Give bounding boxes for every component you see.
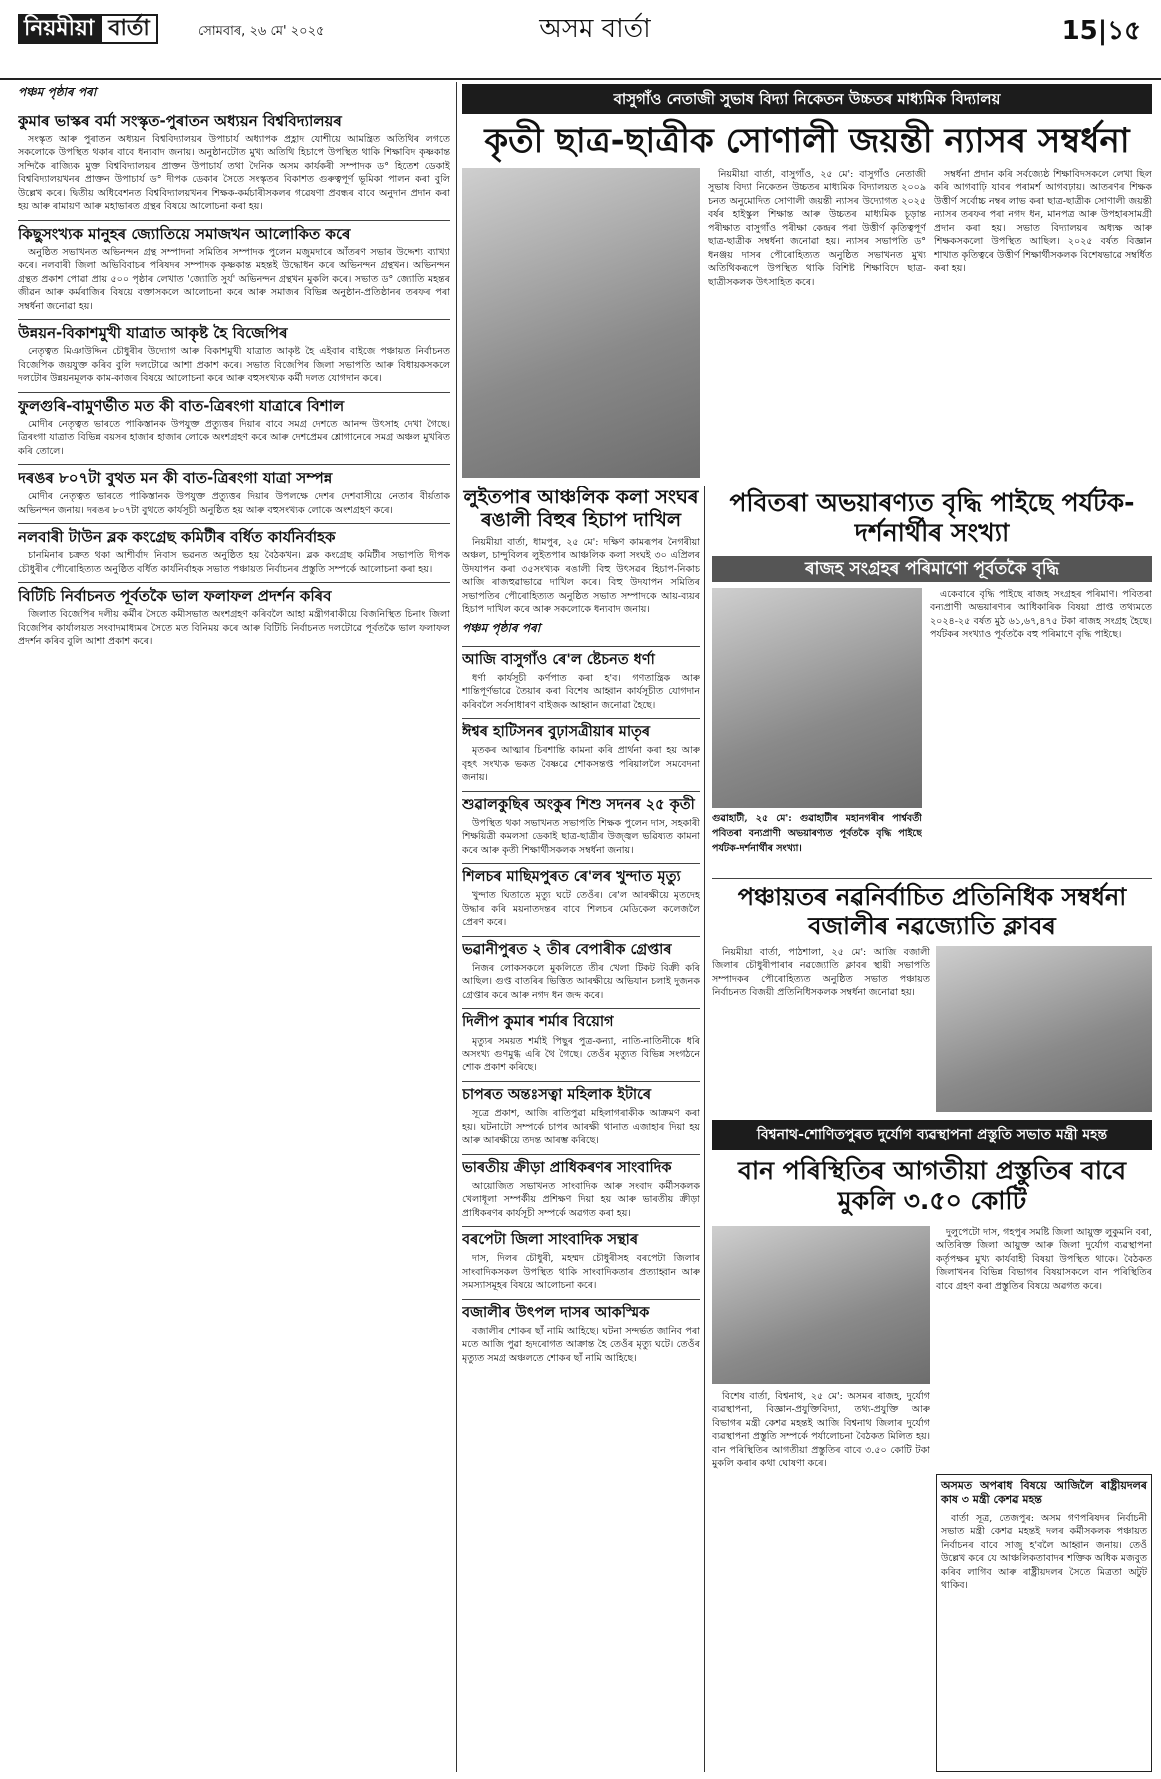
section-title: অসম বাৰ্তা [539, 14, 651, 44]
sidebar-box [936, 1474, 1152, 1772]
continued-kicker: পঞ্চম পৃষ্ঠাৰ পৰা [18, 85, 97, 99]
logo-part2: বাৰ্তা [100, 14, 158, 44]
left-column [18, 82, 450, 1772]
caption-text: গুৱাহাটী, ২৫ মে': গুৱাহাটীৰ মহানগৰীৰ পাৰ্শ্ববৰ্তী পবিতৰা বন্যপ্ৰাণী অভয়াৰণ্যত পূৰ্বতকৈ বৃদ্ধি পাইছে পৰ্যটক-দৰ্শনাৰ্থীৰ সংখ্যা। [712, 813, 922, 854]
article-headline: লুইতপাৰ আঞ্চলিক কলা সংঘৰ ৰঙালী বিহুৰ হিচাপ দাখিল [463, 486, 699, 531]
article-headline: দৰঙৰ ৮০৭টা বুথত মন কী বাত-ত্ৰিৰংগা যাত্ৰা সম্পন্ন [18, 464, 450, 487]
column-divider [704, 486, 705, 1772]
club-photo [936, 946, 1152, 1112]
box-body: বাৰ্তা সূত্ৰ, তেজপুৰ: অসম গণপৰিষদৰ নিৰ্বাচনী সভাত মন্ত্ৰী কেশৱ মহন্তই দলৰ কৰ্মীসকলক পঞ্চায়ত নিৰ্বাচনৰ বাবে সাজু হ'বলৈ আহ্বান জনায়। তেওঁ উল্লেখ কৰে যে আঞ্চলিকতাবাদৰ শক্তিক অধিক মজবুত কৰিব লাগিব আৰু ৰাষ্ট্ৰীয়দলৰ সৈতে মিত্ৰতা অটুট থাকিব। [941, 1512, 1147, 1592]
article-body: খুন্দাত ঘিতাতে মৃত্যু ঘটে তেওঁৰ। ৰে'ল আৰক্ষীয়ে মৃতদেহ উদ্ধাৰ কৰি ময়নাতদন্তৰ বাবে শিলচৰ মেডিকেল কলেজলৈ প্ৰেৰণ কৰে। [462, 890, 700, 929]
column-divider [456, 82, 457, 1772]
article-headline: নলবাৰী টাউন ব্লক কংগ্ৰেছ কমিটীৰ বৰ্ধিত কাৰ্যনিৰ্বাহক [18, 523, 450, 546]
article-body: নিয়মীয়া বাৰ্তা, পাঠশালা, ২৫ মে': আজি বজালী জিলাৰ চৌধুৰীপাৰাৰ নৱজ্যোতি ক্লাবৰ স্থায়ী সভাপতি সম্পাদকৰ পৌৰোহিত্যত অনুষ্ঠিত সভাত পঞ্চায়ত নিৰ্বাচনত বিজয়ী প্ৰতিনিধিসকলক সম্বৰ্ধনা জনোৱা হয়। [712, 947, 930, 999]
article-headline: শিলচৰ মাছিমপুৰত ৰে'লৰ খুন্দাত মৃত্যু [462, 863, 700, 886]
article-headline: পবিতৰা অভয়াৰণ্যত বৃদ্ধি পাইছে পৰ্যটক-দৰ্শনাৰ্থীৰ সংখ্যা [729, 488, 1135, 547]
main-headline: কৃতী ছাত্ৰ-ছাত্ৰীক সোণালী জয়ন্তী ন্যাসৰ সম্বৰ্ধনা [484, 121, 1130, 161]
article-headline: ভৱানীপুৰত ২ তীৰ বেপাৰীক গ্ৰেপ্তাৰ [462, 936, 700, 959]
article-body: বিশেষ বাৰ্তা, বিশ্বনাথ, ২৫ মে': অসমৰ ৰাজহ, দুৰ্যোগ ব্যৱস্থাপনা, বিজ্ঞান-প্ৰযুক্তিবিদ্যা, তথ্য-প্ৰযুক্তি আৰু বিভাগৰ মন্ত্ৰী কেশৱ মহন্তই আজি বিশ্বনাথ জিলাৰ দুৰ্যোগ ব্যৱস্থাপনা প্ৰস্তুতি সম্পৰ্কে পৰ্যালোচনা বৈঠকত মিলিত হয়। বান পৰিস্থিতিৰ আগতীয়া প্ৰস্তুতিৰ বাবে ৩.৫০ কোটি টকা মুকলি কৰাৰ কথা ঘোষণা কৰে। [712, 1391, 930, 1470]
photo-caption [712, 812, 922, 872]
article-headline: দিলীপ কুমাৰ শৰ্মাৰ বিয়োগ [462, 1008, 700, 1031]
article-headline: শুৱালকুছিৰ অংকুৰ শিশু সদনৰ ২৫ কৃতী [462, 791, 700, 814]
article-body: সূত্ৰে প্ৰকাশ, আজি ৰাতিপুৱা মহিলাগৰাকীক আক্ৰমণ কৰা হয়। ঘটনাটো সম্পৰ্কে চাপৰ আৰক্ষী থানাত এজাহাৰ দিয়া হয় আৰু আৰক্ষীয়ে তদন্ত আৰম্ভ কৰিছে। [462, 1108, 700, 1147]
article-body: ধৰ্ণা কাৰ্যসূচী কৰ্ণপাত কৰা হ'ব। গণতান্ত্ৰিক আৰু শান্তিপূৰ্ণভাৱে তৈয়াৰ কৰা বিশেষ আহ্বান কাৰ্যসূচীত যোগদান কৰিবলৈ সৰ্বসাধাৰণ বাইজক আহ্বান জনোৱা হৈছে। [462, 672, 700, 711]
article-body: সম্বৰ্ধনা প্ৰদান কৰি সৰ্বজ্যেষ্ঠ শিক্ষাবিদসকলে লেখা ছিল কৰি আগবাঢ়ি যাবৰ পৰামৰ্শ আগবঢ়ায়। আতৰণৰ শিক্ষক উত্তীৰ্ণ সৰ্বোচ্চ নম্বৰ লাভ কৰা ছাত্ৰ-ছাত্ৰীক সোণালী জয়ন্তী ন্যাসৰ তৰফৰ পৰা নগদ ধন, মানপত্ৰ আৰু উপহাৰসামগ্ৰী প্ৰদান কৰা হয়। সভাত বিদ্যালয়ৰ অধ্যক্ষ আৰু শিক্ষকসকলো উপস্থিত আছিল। ২০২৫ বৰ্ষত বিজ্ঞান শাখাত কৃতিত্বৰে উত্তীৰ্ণ শিক্ষাৰ্থীসকলক বিশেষভাৱে সম্বৰ্ধিত কৰা হয়। [934, 169, 1152, 275]
article-body: চানমিনাৰ চক্ৰত থকা আশীৰ্বাদ নিবাস ভৱনত অনুষ্ঠিত হয় বৈঠকখন। ব্লক কংগ্ৰেছ কমিটীৰ সভাপতি দীপক চৌধুৰীৰ পৌৰোহিত্যত অনুষ্ঠিত বৰ্ধিত কাৰ্যনিৰ্বাহক সভাত পঞ্চায়ত নিৰ্বাচনৰ প্ৰস্তুতি সম্পৰ্কে আলোচনা কৰা হয়। [18, 550, 450, 575]
article-headline: ভাৰতীয় ক্ৰীড়া প্ৰাধিকৰণৰ সাংবাদিক [462, 1154, 700, 1177]
article-body: সংস্কৃত আৰু পুৰাতন অধ্যয়ন বিশ্ববিদ্যালয়ৰ উপাচাৰ্য অধ্যাপক প্ৰহ্লাদ যোশীয়ে আমন্ত্ৰিত অতিথিৰ লগতে সকলোকে উপস্থিত থকাৰ বাবে ধন্যবাদ জনায়। অনুষ্ঠানটোত মুখ্য অতিথি হিচাপে উপস্থিত থাকি শিক্ষাবিদ কৃষ্ণকান্ত সন্দিকৈ ৰাজ্যিক মুক্ত বিশ্ববিদ্যালয়ৰ প্ৰাক্তন উপাচাৰ্য তথা দৈনিক অসম কাৰ্যকৰী সম্পাদক ড° হিতেশ ডেকাই বিশ্ববিদ্যালয়খনৰ প্ৰাক্তন উপাচাৰ্য ড° দীপক ডেকাৰ সৈতে সংস্কৃতৰ বিকাশত গুৰুত্বপূৰ্ণ ভূমিকা পালন কৰা বুলি উল্লেখ কৰে। দ্বিতীয় অধিবেশনত বিশ্ববিদ্যালয়খনৰ শিক্ষক-কৰ্মচাৰীসকলৰ গৱেষণা প্ৰবন্ধৰ বাবে অনুদান প্ৰদান কৰা হয় আৰু ৰামায়ণ আৰু মহাভাৰত গ্ৰন্থৰ বিষয়ে আলোচনা কৰা হয়। [18, 134, 450, 213]
club-body [712, 946, 930, 1112]
article-body: মোদীৰ নেতৃত্বত ভাৰতে পাকিস্তানক উপযুক্ত প্ৰত্যুত্তৰ দিয়াৰ বাবে সমগ্ৰ দেশতে আনন্দ উৎসাহ দেখা গৈছে। ত্ৰিৰংগা যাত্ৰাত বিভিন্ন বয়সৰ হাজাৰ হাজাৰ লোকে অংশগ্ৰহণ কৰে আৰু দেশপ্ৰেমৰ শ্লোগানেৰে সমগ্ৰ অঞ্চল মুখৰিত কৰি তোলে। [18, 418, 450, 457]
article-headline: চাপৰত অন্তঃসত্বা মহিলাক ইটাৰে [462, 1081, 700, 1104]
article-headline: বজালীৰ উৎপল দাসৰ আকস্মিক [462, 1299, 700, 1322]
article-headline: ফুলগুৰি-বামুণৰ্ভীত মত কী বাত-ত্ৰিৰংগা যাত্ৰাৰে বিশাল [18, 392, 450, 415]
top-article-col1 [708, 168, 926, 480]
flood-body [712, 1390, 930, 1772]
article-headline: কিছুসংখ্যক মানুহৰ জ্যোতিয়ে সমাজখন আলোকিত কৰে [18, 220, 450, 243]
article-headline: ঈশ্বৰ হাটিসনৰ বুঢ়াসত্ৰীয়াৰ মাতৃৰ [462, 718, 700, 741]
article-body: মোদীৰ নেতৃত্বত ভাৰতে পাকিস্তানক উপযুক্ত প্ৰত্যুত্তৰ দিয়াৰ উপলক্ষে দেশৰ দেশবাসীয়ে নেতাৰ বীৰ্য়তাক অভিনন্দন জনায়। দৰঙৰ ৮০৭টা বুথতে কাৰ্যসূচী অনুষ্ঠিত হয় আৰু বহুসংখ্যক লোকে অংশগ্ৰহণ কৰে। [18, 491, 450, 516]
article-headline: কুমাৰ ভাস্কৰ বৰ্মা সংস্কৃত-পুৰাতন অধ্যয়ন বিশ্ববিদ্যালয়ৰ [18, 112, 342, 130]
article-body: একেবাৰে বৃদ্ধি পাইছে ৰাজহ সংগ্ৰহৰ পৰিমাণ। পবিতৰা বন্যপ্ৰাণী অভয়াৰণ্যৰ আধিকাৰিক বিষয়া প্ৰাপ্ত তথ্যমতে ২০২৪-২৫ বৰ্ষত মুঠ ৬১,৬৭,৪৭৫ টকা ৰাজহ সংগ্ৰহ হৈছে। পৰ্যটকৰ সংখ্যাও পূৰ্বতকৈ বহু পৰিমাণে বৃদ্ধি পাইছে। [930, 589, 1152, 641]
flood-banner: বিশ্বনাথ-শোণিতপুৰত দুৰ্যোগ ব্যৱস্থাপনা প্ৰস্তুতি সভাত মন্ত্ৰী মহন্ত [712, 1120, 1152, 1150]
continued-kicker: পঞ্চম পৃষ্ঠাৰ পৰা [462, 620, 541, 635]
flood-body-2 [936, 1226, 1152, 1466]
newspaper-logo [18, 14, 158, 44]
article-headline: বৰপেটা জিলা সাংবাদিক সন্থাৰ [462, 1226, 700, 1249]
article-body: নেতৃত্বত মিঞাউদ্দিন চৌধুৰীৰ উদ্যোগ আৰু বিকাশমুখী যাত্ৰাত আকৃষ্ট হৈ এইবাৰ বাইজে পঞ্চায়ত নিৰ্বাচনত বিজেপিক জয়যুক্ত কৰিব বুলি দলটোৱে আশা প্ৰকাশ কৰে। সভাত বিজেপিৰ জিলা সভাপতি আৰু বিধায়কসকলে দলটোৰ উন্নয়নমূলক কাম-কাজৰ বিষয়ে আলোচনা কৰে আৰু বহুসংখ্যক কৰ্মী দলত যোগদান কৰে। [18, 346, 450, 385]
article-body: আয়োজিত সভাখনত সাংবাদিক আৰু সংবাদ কৰ্মীসকলক খেলাধূলা সম্পৰ্কীয় প্ৰশিক্ষণ দিয়া হয় আৰু ভাৰতীয় ক্ৰীড়া প্ৰাধিকৰণৰ কাৰ্যসূচী সম্পৰ্কে অৱগত কৰা হয়। [462, 1180, 700, 1219]
felicitation-photo [462, 168, 700, 478]
article-body: মৃত্যুৰ সময়ত শৰ্মাই পিছুৰ পুত্ৰ-কন্যা, নাতি-নাতিনীকে ধৰি অসংখ্য গুণমুগ্ধ এৰি থৈ গৈছে। তেওঁৰ মৃত্যুত বিভিন্ন সংগঠনে শোক প্ৰকাশ কৰিছে। [462, 1035, 700, 1074]
article-subheadline: ৰাজহ সংগ্ৰহৰ পৰিমাণো পূৰ্বতকৈ বৃদ্ধি [712, 556, 1152, 582]
article-body: বজালীৰ শোকৰ ছাঁ নামি আহিছে। ঘটনা সন্দৰ্ভত জানিব পৰা মতে আজি পুৱা হৃদৰোগত আক্ৰান্ত হৈ তেওঁৰ মৃত্যু ঘটে। তেওঁৰ মৃত্যুত সমগ্ৰ অঞ্চলতে শোকৰ ছাঁ নামি আহিছে। [462, 1325, 700, 1364]
article-body: মৃতকৰ আত্মাৰ চিৰশান্তি কামনা কৰি প্ৰাৰ্থনা কৰা হয় আৰু বৃহৎ সংখ্যক ভকত বৈষ্ণৱে শোকসন্তপ্ত পৰিয়াললৈ সমবেদনা জনায়। [462, 745, 700, 784]
school-banner: বাসুগাঁও নেতাজী সুভাষ বিদ্যা নিকেতন উচ্চতৰ মাধ্যমিক বিদ্যালয় [462, 84, 1152, 114]
article-body: নিয়মীয়া বাৰ্তা, বাসুগাঁও, ২৫ মে': বাসুগাঁও নেতাজী সুভাষ বিদ্যা নিকেতন উচ্চতৰ মাধ্যমিক বিদ্যালয়ত ২০০৯ চনত অনুমোদিত সোণালী জয়ন্তী ন্যাসৰ উদ্যোগত ২০২৫ বৰ্ষৰ হাইস্কুল শিক্ষান্ত আৰু উচ্চতৰ মাধ্যমিক চূড়ান্ত পৰীক্ষাত বাসুগাঁও পৰীক্ষা কেন্দ্ৰৰ পৰা উত্তীৰ্ণ কৃতিত্বপূৰ্ণ ছাত্ৰ-ছাত্ৰীক সম্বৰ্ধনা জনোৱা হয়। ন্যাসৰ সভাপতি ড° ধনঞ্জয় দাসৰ পৌৰোহিত্যত অনুষ্ঠিত সভাখনত মুখ্য অতিথিকৰূপে উপস্থিত থাকি বিশিষ্ট শিক্ষাবিদে ছাত্ৰ-ছাত্ৰীসকলক উৎসাহিত কৰে। [708, 169, 926, 288]
page-number: 15|১৫ [1061, 16, 1141, 46]
article-body: অনুষ্ঠিত সভাখনত অভিনন্দন গ্ৰন্থ সম্পাদনা সমিতিৰ সম্পাদক পুলেন মজুমদাৰে আঁতৰণ সভাৰ উদ্দেশ্য ব্যাখ্যা কৰে। নলবাৰী জিলা অভিবিবাচৰ পৰিষদৰ সম্পাদক কৃষ্ণকান্ত মহন্তই উদ্ধোধন কৰে অভিনন্দন গ্ৰন্থখন। অভিনন্দন গ্ৰন্থত প্ৰকাশ পোৱা প্ৰায় ৫০০ পৃষ্ঠাৰ লেখাত 'জ্যোতি সুৰ্য' অভিনন্দন গ্ৰন্থখন মুকলি কৰে। সভাত ড° জ্যোতি মহন্তৰ জীৱন আৰু কৰ্মৰাজিৰ বিষয়ে বক্তাসকলে আলোচনা কৰে আৰু সমাজৰ বিভিন্ন অনুষ্ঠান-প্ৰতিষ্ঠানৰ তৰফৰ পৰা সম্বৰ্ধনা জনোৱা হয়। [18, 246, 450, 312]
article-headline: আজি বাসুগাঁও ৰে'ল ষ্টেচনত ধৰ্ণা [462, 646, 700, 669]
middle-column [462, 486, 700, 1772]
pobitora-body [930, 588, 1152, 872]
article-body: দাস, দিলৰ চৌধুৰী, মহম্মদ চৌধুৰীসহ বৰপেটা জিলাৰ সাংবাদিকসকল উপস্থিত থাকি সাংবাদিকতাৰ প্ৰত্যাহ্বান আৰু সমস্যাসমূহৰ বিষয়ে আলোচনা কৰে। [462, 1253, 700, 1292]
top-article-col2 [934, 168, 1152, 480]
article-headline: বান পৰিস্থিতিৰ আগতীয়া প্ৰস্তুতিৰ বাবে মুকলি ৩.৫০ কোটি [738, 1156, 1126, 1215]
rhino-photo [712, 588, 922, 808]
article-body: উপস্থিত থকা সভাখনত সভাপতি শিক্ষক পুলেন দাস, সহকাৰী শিক্ষয়িত্ৰী কমলসা ডেকাই ছাত্ৰ-ছাত্ৰীৰ উজ্জ্বল ভৱিষ্যত কামনা কৰে আৰু কৃতী শিক্ষাৰ্থীসকলক সম্বৰ্ধনা জনায়। [462, 817, 700, 856]
article-headline: বিটিচি নিৰ্বাচনত পূৰ্বতকৈ ভাল ফলাফল প্ৰদৰ্শন কৰিব [18, 582, 450, 605]
logo-part1: নিয়মীয়া [18, 14, 100, 44]
article-headline: পঞ্চায়তৰ নৱনিৰ্বাচিত প্ৰতিনিধিক সম্বৰ্ধনা বজালীৰ নৱজ্যোতি ক্লাবৰ [712, 878, 1152, 941]
issue-date: সোমবাৰ, ২৬ মে' ২০২৫ [198, 24, 325, 39]
article-body: জিলাত বিজেপিৰ দলীয় কৰ্মীৰ সৈতে কমীসভাত অংশগ্ৰহণ কৰিবলৈ আহা মন্ত্ৰীগৰাকীয়ে বিজনিস্থিত চিনাং জিলা বিজেপিৰ কাৰ্যালয়ত সংবাদমাধ্যমৰ সৈতে মত বিনিময় কৰে আৰু বিটিচি নিৰ্বাচনত দলটোৱে পূৰ্বতকৈ ভাল ফলাফল প্ৰদৰ্শন কৰিব বুলি আশা প্ৰকাশ কৰে। [18, 609, 450, 648]
meeting-photo [712, 1226, 930, 1384]
article-headline: উন্নয়ন-বিকাশমুখী যাত্ৰাত আকৃষ্ট হৈ বিজেপিৰ [18, 319, 450, 342]
article-body: নিজৰ লোকসকলে মুকলিতে তীৰ খেলা টিকট বিক্ৰী কৰি আছিল। গুপ্ত বাতৰিৰ ভিত্তিত আৰক্ষীয়ে অভিযান চলাই দুজনক গ্ৰেপ্তাৰ কৰে আৰু নগদ ধন জব্দ কৰে। [462, 962, 700, 1001]
masthead [0, 0, 1161, 80]
box-title: অসমত অপৰাধ বিষয়ে আজিলৈ ৰাষ্ট্ৰীয়দলৰ কাষ ৩ মন্ত্ৰী কেশৱ মহন্ত [941, 1479, 1147, 1507]
article-body: দুলুপেটো দাস, গহপুৰ সমষ্টি জিলা আয়ুক্ত লুকুমনি বৰা, অতিৰিক্ত জিলা আয়ুক্ত আৰু জিলা দুৰ্যোগ ব্যৱস্থাপনা কৰ্তৃপক্ষৰ মুখ্য কাৰ্যবাহী বিষয়া উপস্থিত থাকে। বৈঠকত জিলাখনৰ বিভিন্ন বিভাগৰ বিষয়াসকলে বান পৰিস্থিতিৰ বাবে গ্ৰহণ কৰা প্ৰস্তুতিৰ বিষয়ে অৱগত কৰে। [936, 1227, 1152, 1292]
article-body: নিয়মীয়া বাৰ্তা, ধামপুৰ, ২৫ মে': দক্ষিণ কামৰূপৰ নৈগৰীয়া অঞ্চল, চান্দুবিলৰ লুইতপাৰ আঞ্চলিক কলা সংঘই ৩০ এপ্ৰিলৰ উদযাপন কৰা ৩৫সংখ্যক ৰঙালী বিহু উৎসৱৰ হিচাপ-নিকাচ আজি ৰাজহুৱাভাৱে দাখিল কৰে। বিহু উদযাপন সমিতিৰ সভাপতিৰ পৌৰোহিত্যত অনুষ্ঠিত সভাত সম্পাদকে আয়-ব্যয়ৰ হিচাপ দাখিল কৰে আৰু সকলোকে ধন্যবাদ জনায়। [462, 536, 700, 616]
